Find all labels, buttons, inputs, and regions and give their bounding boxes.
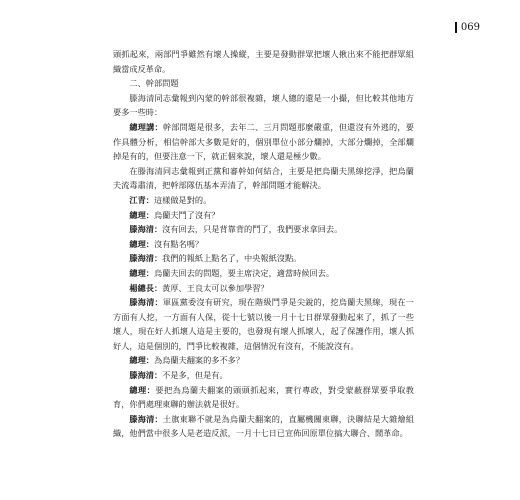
body-paragraph: 滕海清同志彙報到內蒙的幹部很複雜，壞人總的還是一小撮，但比較其他地方要多一些時： (113, 92, 414, 118)
speech-text: 要把為烏蘭夫翻案的頭頭抓起來，實行專政，對受蒙蔽群眾要爭取教育，你們處理東聯的辦法就是很好。 (113, 384, 414, 410)
speech-text: 我們的報紙上點名了，中央報紙沒點。 (162, 253, 302, 264)
speech-paragraph (113, 295, 414, 353)
speech-text: 為烏蘭夫翻案的多不多？ (153, 355, 245, 366)
speech-text: 黃厚、王良太可以參加學習？ (162, 282, 269, 293)
speech-paragraph (113, 237, 414, 252)
page-number-text: 069 (460, 22, 480, 33)
body-paragraph: 頭抓起來，兩部門爭雖然有壞人操縱，主要是發動群眾把壞人揪出來不能把群眾組織當成反革命。 (113, 49, 414, 74)
speaker-label: 楊總長： (129, 282, 163, 293)
speech-paragraph (113, 368, 414, 383)
speech-paragraph (113, 193, 414, 208)
speaker-label: 總理： (129, 355, 154, 366)
speech-paragraph (113, 208, 414, 223)
speech-text: 沒有點名嗎？ (153, 238, 204, 249)
speaker-label: 滕海清： (129, 370, 163, 381)
speaker-label: 滕海清： (129, 413, 163, 424)
speech-paragraph (113, 120, 414, 164)
speaker-label: 江青： (129, 194, 154, 205)
speech-paragraph (113, 251, 414, 266)
speech-paragraph (113, 281, 414, 296)
speech-text: 土旗東聯不就是為烏蘭夫翻案的，直屬機關東聯，決聯結是大雜燴組織，他們當中很多人是老造反派，一月十七日已宣佈回原單位搞大聯合、鬧革命。 (113, 413, 414, 439)
speech-paragraph (113, 353, 414, 368)
speaker-label: 總理講： (129, 121, 163, 132)
page-number (455, 22, 480, 33)
speech-text: 烏蘭夫鬥了沒有？ (153, 209, 220, 220)
speech-text: 幹部問題是很多，去年二、三月問題那麼嚴重，但還沒有外逃的，要作具體分析，相信幹部大多數是好的，個別單位小部分爛掉，大部分爛掉，全部爛掉是有的，但要注意一下，就正個來說，壞人還是極少數。 (113, 121, 414, 162)
speech-paragraph (113, 222, 414, 237)
speaker-label: 滕海清： (129, 297, 163, 308)
speaker-label: 總理： (129, 267, 154, 278)
speech-text: 這樣做是對的。 (153, 194, 212, 205)
speech-text: 沒有回去，只是背靠背的鬥了，我們要求拿回去。 (162, 224, 343, 235)
speech-paragraph (113, 412, 414, 441)
speaker-label: 總理： (129, 238, 154, 249)
speaker-label: 滕海清： (129, 253, 163, 264)
document-body (113, 47, 414, 441)
speech-paragraph (113, 266, 414, 281)
body-paragraph: 在滕海清同志彙報到正黨和審幹如何結合，主要是把烏蘭夫黑線挖淨，把烏蘭夫流毒肅清，把幹部隊伍基本弄清了，幹部問題才能解決。 (113, 165, 414, 191)
speaker-label: 總理： (129, 209, 154, 220)
speech-text: 軍區黨委沒有研究，現在階級鬥爭是尖銳的，挖烏蘭夫黑線，現在一方面有人挖，一方面有人保，從十七號以後一月十七日群眾發動起來了，抓了一些壞人，現在好人抓壞人這是主要的，也發現有壞人抓壞人，起了保護作用，壞人抓好人，這是個別的，鬥爭比較複雜，這個情況有沒有，不能說沒有。 (113, 297, 414, 351)
speaker-label: 總理： (129, 384, 156, 395)
speech-text: 烏蘭夫回去的問題，要主席決定，適當時候回去。 (153, 267, 335, 278)
page-number-marker (455, 22, 457, 33)
section-heading: 二、幹部問題 (129, 78, 179, 89)
speech-text: 不是多，但是有。 (162, 370, 228, 381)
speaker-label: 滕海清： (129, 224, 163, 235)
speech-paragraph (113, 383, 414, 412)
